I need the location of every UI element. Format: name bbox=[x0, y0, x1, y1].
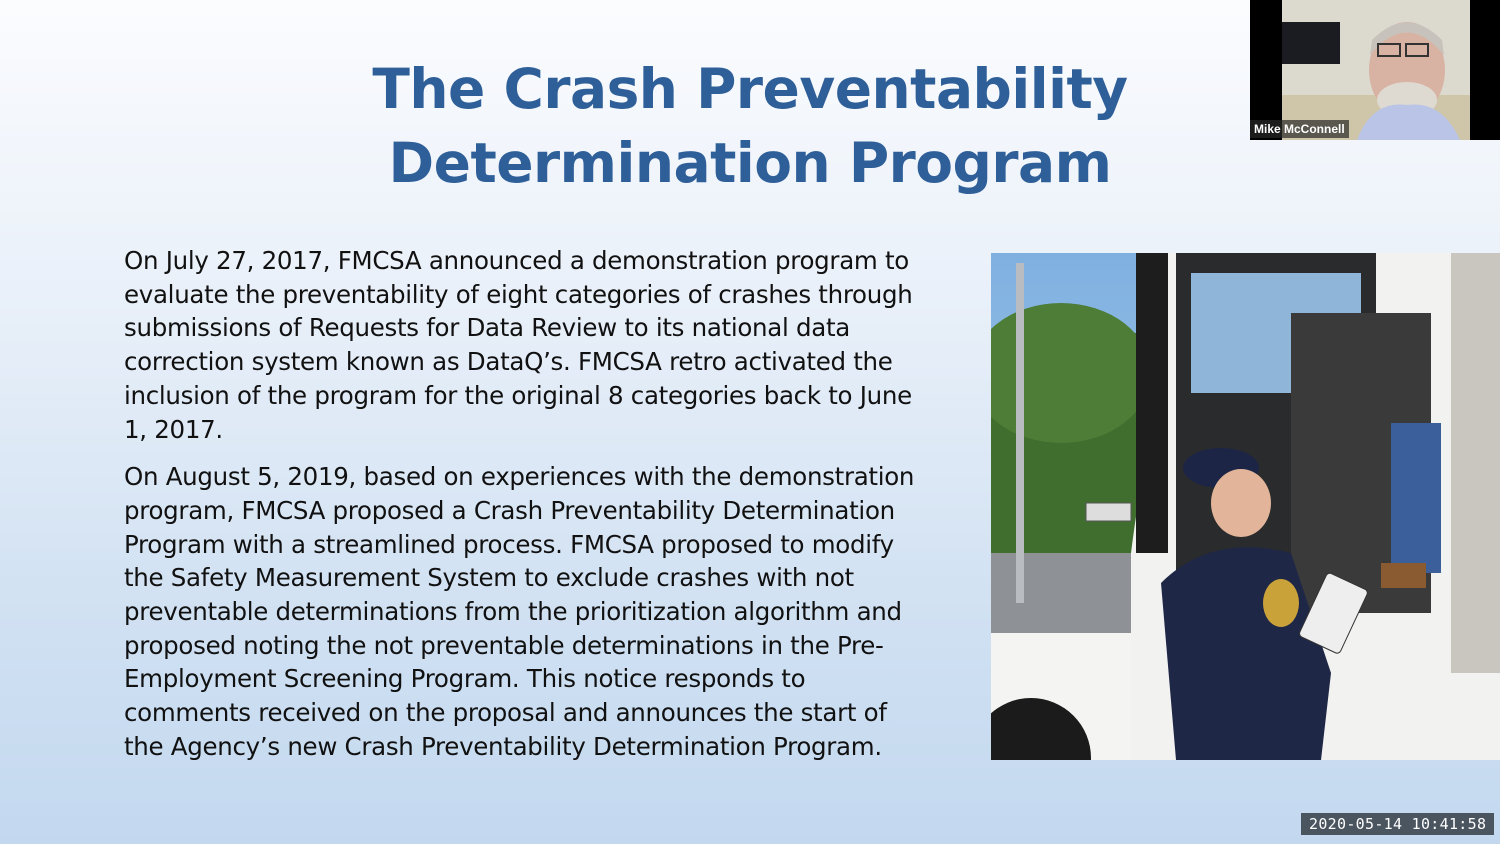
slide-title bbox=[300, 52, 1200, 200]
inspection-photo bbox=[991, 253, 1500, 760]
text-line: the Agency’s new Crash Preventability Determination Program. bbox=[124, 731, 882, 761]
slide-title-line: Determination Program bbox=[388, 131, 1112, 195]
text-line: proposed noting the not preventable determinations in the Pre- bbox=[124, 630, 884, 660]
paragraph-2 bbox=[124, 460, 984, 763]
slide-title-line: The Crash Preventability bbox=[372, 57, 1128, 121]
text-line: submissions of Requests for Data Review to its national data bbox=[124, 313, 850, 343]
text-line: program, FMCSA proposed a Crash Preventability Determination bbox=[124, 495, 895, 525]
text-line: inclusion of the program for the original 8 categories back to June bbox=[124, 380, 912, 410]
slide-body bbox=[124, 244, 984, 778]
participant-video-tile[interactable] bbox=[1250, 0, 1500, 140]
participant-video bbox=[1282, 0, 1470, 140]
text-line: the Safety Measurement System to exclude crashes with not bbox=[124, 563, 854, 593]
text-line: Employment Screening Program. This notice responds to bbox=[124, 664, 806, 694]
text-line: 1, 2017. bbox=[124, 414, 223, 444]
text-line: comments received on the proposal and announces the start of bbox=[124, 698, 887, 728]
text-line: preventable determinations from the prioritization algorithm and bbox=[124, 597, 902, 627]
paragraph-1 bbox=[124, 244, 984, 446]
text-line: evaluate the preventability of eight categories of crashes through bbox=[124, 279, 913, 309]
text-line: On August 5, 2019, based on experiences with the demonstration bbox=[124, 462, 915, 492]
text-line: correction system known as DataQ’s. FMCSA retro activated the bbox=[124, 347, 893, 377]
recording-timestamp: 2020-05-14 10:41:58 bbox=[1301, 813, 1494, 835]
text-line: Program with a streamlined process. FMCSA proposed to modify bbox=[124, 529, 894, 559]
participant-name: Mike McConnell bbox=[1250, 120, 1349, 138]
text-line: On July 27, 2017, FMCSA announced a demonstration program to bbox=[124, 246, 909, 275]
